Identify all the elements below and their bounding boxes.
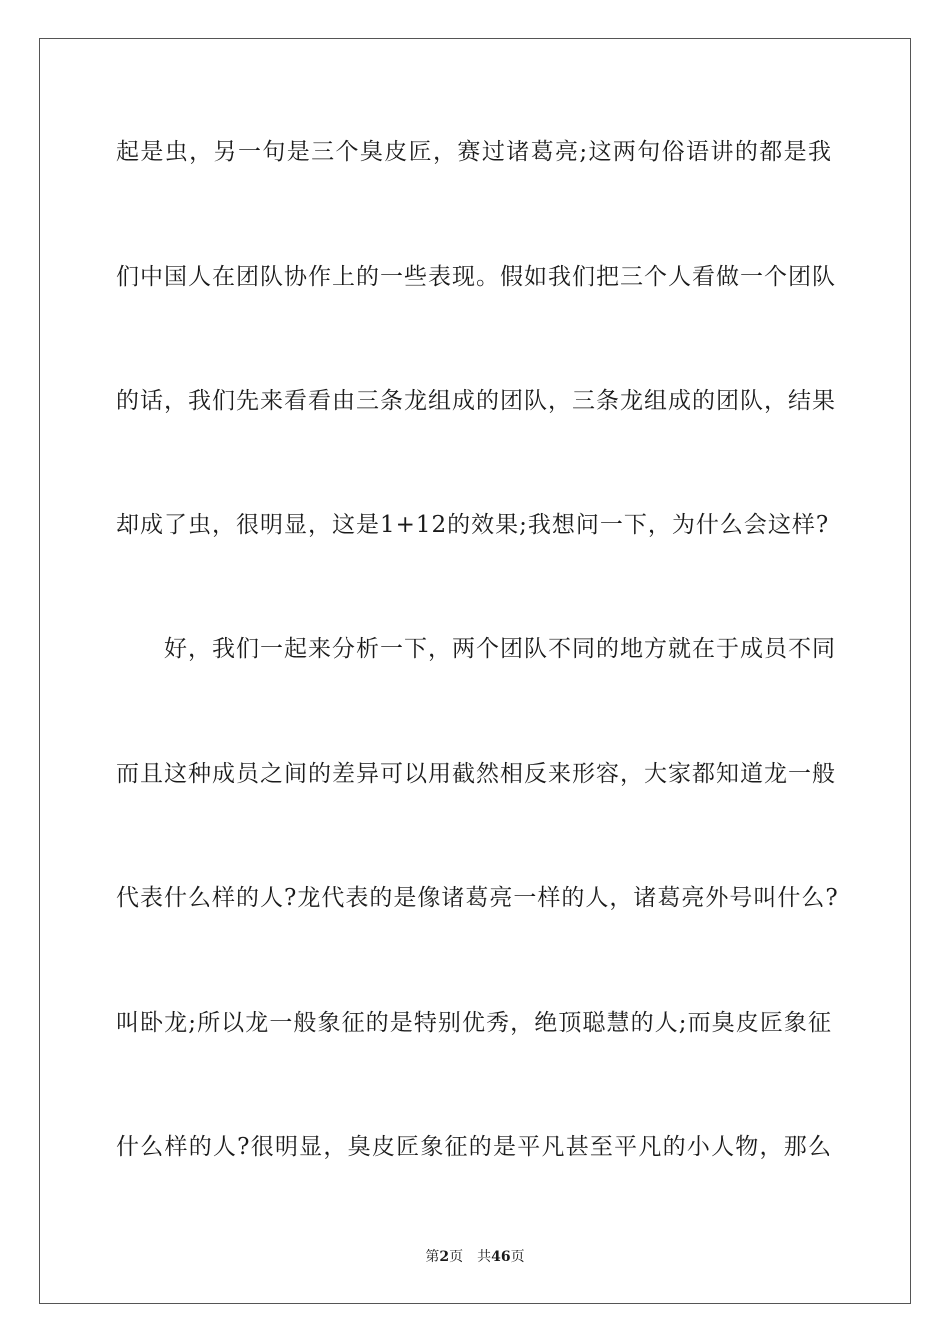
text-line: 什么样的人?很明显，臭皮匠象征的是平凡甚至平凡的小人物，那么 bbox=[116, 1134, 832, 1160]
page-footer bbox=[0, 1248, 950, 1266]
text-line: 而且这种成员之间的差异可以用截然相反来形容，大家都知道龙一般 bbox=[116, 761, 836, 787]
page-border bbox=[39, 38, 911, 1304]
text-line: 叫卧龙;所以龙一般象征的是特别优秀，绝顶聪慧的人;而臭皮匠象征 bbox=[116, 1010, 832, 1036]
text-line: 的话，我们先来看看由三条龙组成的团队，三条龙组成的团队，结果 bbox=[116, 388, 836, 414]
footer-page-total: 46 bbox=[491, 1249, 511, 1265]
text-line-indented: 好，我们一起来分析一下，两个团队不同的地方就在于成员不同 bbox=[164, 636, 836, 662]
text-line: 代表什么样的人?龙代表的是像诸葛亮一样的人，诸葛亮外号叫什么? bbox=[116, 885, 839, 911]
footer-page-current: 2 bbox=[439, 1249, 450, 1265]
footer-page-prefix: 第 bbox=[425, 1249, 440, 1265]
text-line: 们中国人在团队协作上的一些表现。假如我们把三个人看做一个团队 bbox=[116, 264, 836, 290]
text-line: 起是虫，另一句是三个臭皮匠，赛过诸葛亮;这两句俗语讲的都是我 bbox=[116, 139, 832, 165]
footer-page-unit: 页 bbox=[449, 1249, 464, 1265]
footer-total-unit: 页 bbox=[510, 1249, 525, 1265]
footer-total-prefix: 共 bbox=[477, 1249, 492, 1265]
text-line: 却成了虫，很明显，这是1+12的效果;我想问一下，为什么会这样? bbox=[116, 512, 830, 538]
